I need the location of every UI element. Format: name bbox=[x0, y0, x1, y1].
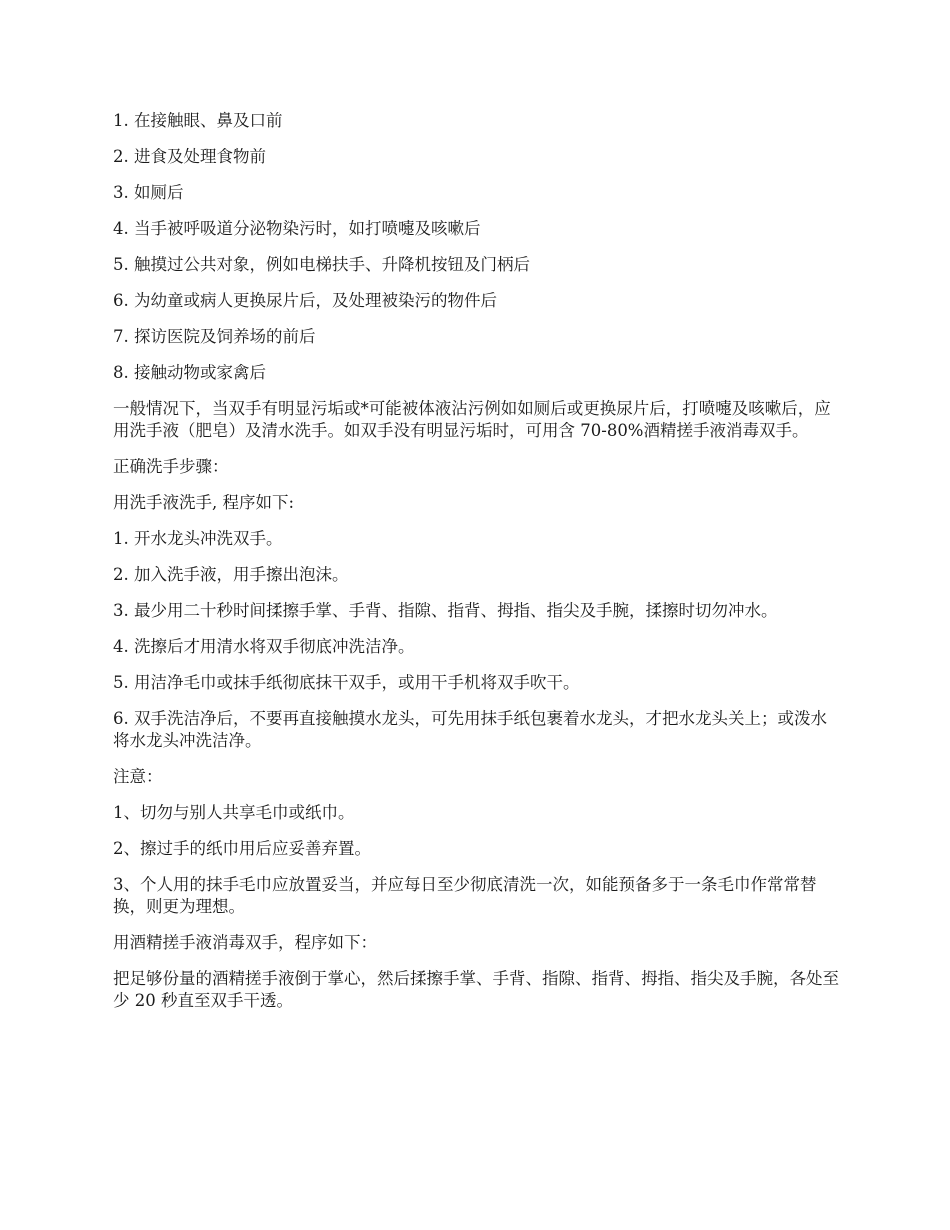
note-3-personal-towel: 3、个人用的抹手毛巾应放置妥当，并应每日至少彻底清洗一次，如能预备多于一条毛巾作常常替换，则更为理想。 bbox=[113, 875, 817, 916]
section-heading-notes: 注意： bbox=[113, 767, 163, 786]
list-item-diaper-change: 6. 为幼童或病人更换尿片后，及处理被染污的物件后 bbox=[113, 291, 497, 310]
step-2-lather: 2. 加入洗手液，用手擦出泡沫。 bbox=[113, 565, 349, 584]
list-item-animals-poultry: 8. 接触动物或家禽后 bbox=[113, 363, 266, 382]
list-item-hospital-farm-visit: 7. 探访医院及饲养场的前后 bbox=[113, 327, 316, 346]
step-1-rinse: 1. 开水龙头冲洗双手。 bbox=[113, 529, 283, 548]
step-3-rub: 3. 最少用二十秒时间揉擦手掌、手背、指隙、指背、拇指、指尖及手腕，揉擦时切勿冲水。 bbox=[113, 601, 778, 620]
list-item-after-toilet: 3. 如厕后 bbox=[113, 183, 184, 202]
list-item-public-objects: 5. 触摸过公共对象，例如电梯扶手、升降机按钮及门柄后 bbox=[113, 255, 530, 274]
subheading-alcohol-rub-procedure: 用酒精搓手液消毒双手，程序如下： bbox=[113, 933, 377, 952]
note-1-no-sharing: 1、切勿与别人共享毛巾或纸巾。 bbox=[113, 803, 355, 822]
note-2-dispose-tissue: 2、擦过手的纸巾用后应妥善弃置。 bbox=[113, 839, 371, 858]
step-5-dry: 5. 用洁净毛巾或抹手纸彻底抹干双手，或用干手机将双手吹干。 bbox=[113, 673, 580, 692]
step-6-tap: 6. 双手洗洁净后，不要再直接触摸水龙头，可先用抹手纸包裹着水龙头，才把水龙头关上；或泼水将水龙头冲洗洁净。 bbox=[113, 709, 827, 750]
list-item-before-eating: 2. 进食及处理食物前 bbox=[113, 147, 266, 166]
list-item-touch-face: 1. 在接触眼、鼻及口前 bbox=[113, 111, 283, 130]
subheading-liquid-soap-procedure: 用洗手液洗手, 程序如下: bbox=[113, 493, 295, 512]
general-guidance-paragraph: 一般情况下，当双手有明显污垢或*可能被体液沾污例如如厕后或更换尿片后，打喷嚏及咳嗽后，应用洗手液（肥皂）及清水洗手。如双手没有明显污垢时，可用含 70-80%酒精搓手液消毒双手。 bbox=[113, 399, 831, 440]
step-4-rinse-clean: 4. 洗擦后才用清水将双手彻底冲洗洁净。 bbox=[113, 637, 415, 656]
section-heading-handwash-steps: 正确洗手步骤： bbox=[113, 457, 229, 476]
alcohol-rub-instructions: 把足够份量的酒精搓手液倒于掌心，然后揉擦手掌、手背、指隙、指背、拇指、指尖及手腕，各处至少 20 秒直至双手干透。 bbox=[113, 969, 839, 1010]
list-item-respiratory-secretions: 4. 当手被呼吸道分泌物染污时，如打喷嚏及咳嗽后 bbox=[113, 219, 481, 238]
